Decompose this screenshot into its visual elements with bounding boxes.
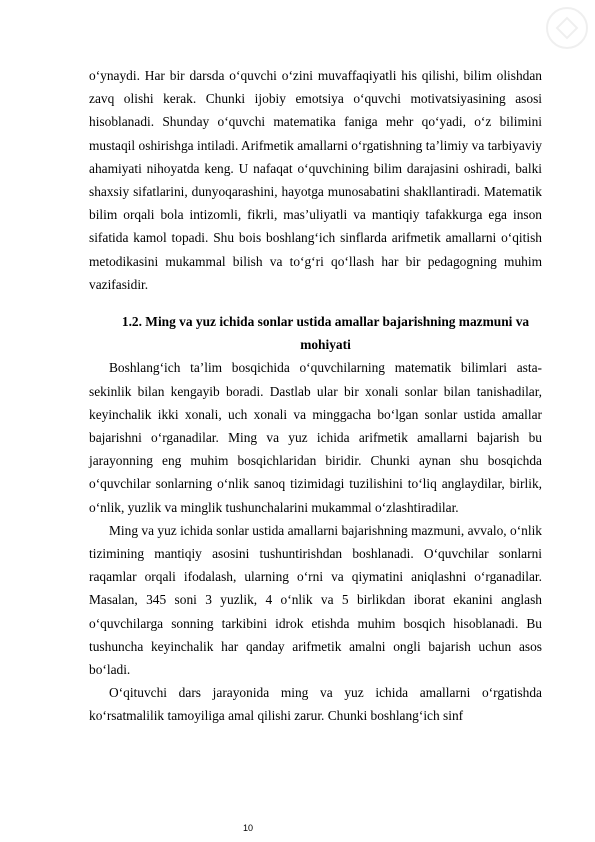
section-spacer <box>89 296 542 310</box>
body-paragraph-3: O‘qituvchi dars jarayonida ming va yuz ichida amallarni o‘rgatishda ko‘rsatmalilik tamoyiliga amal qilishi zarur. Chunki boshlang‘ich sinf <box>89 685 542 724</box>
watermark-logo <box>545 6 589 50</box>
page-number: 10 <box>243 823 254 833</box>
section-heading: 1.2. Ming va yuz ichida sonlar ustida amallar bajarishning mazmuni va mohiyati <box>121 314 530 353</box>
body-paragraph-1: Boshlang‘ich ta’lim bosqichida o‘quvchilarning matematik bilimlari asta-sekinlik bilan kengayib boradi. Dastlab ular bir xonali sonlar bilan tanishadilar, keyinchalik ikki xonali, uch xonali va minggacha bo‘lgan sonlar ustida amallar bajarishni o‘rganadilar. Ming va yuz ichida arifmetik amallarni bajarish bu jarayonning eng muhim bosqichlaridan biridir. Chunki aynan shu bosqichda o‘quvchilar sonlarning o‘nlik sanoq tizimidagi tuzilishini to‘liq anglaydilar, birlik, o‘nlik, yuzlik va minglik tushunchalarini mukammal o‘zlashtiradilar. <box>89 360 542 515</box>
document-body <box>89 64 542 728</box>
body-paragraph-2: Ming va yuz ichida sonlar ustida amallarni bajarishning mazmuni, avvalo, o‘nlik tizimining mantiqiy asosini tushuntirishdan boshlanadi. O‘quvchilar sonlarni raqamlar orqali ifodalash, ularning o‘rni va qiymatini aniqlashni o‘rganadilar. Masalan, 345 soni 3 yuzlik, 4 o‘nlik va 5 birlikdan iborat ekanini anglash o‘quvchilarga sonning tarkibini idrok etishda muhim bosqich hisoblanadi. Bu tushuncha keyinchalik har qanday arifmetik amalni ongli bajarish uchun asos bo‘ladi. <box>89 522 542 678</box>
intro-paragraph: o‘ynaydi. Har bir darsda o‘quvchi o‘zini muvaffaqiyatli his qilishi, bilim olishdan zavq olishi kerak. Chunki ijobiy emotsiya o‘quvchi motivatsiyasining asosi hisoblanadi. Shunday o‘quvchi matematika faniga mehr qo‘yadi, o‘z bilimini mustaqil oshirishga intiladi. Arifmetik amallarni o‘rgatishning ta’limiy va tarbiyaviy ahamiyati nihoyatda keng. U nafaqat o‘quvchining bilim darajasini oshiradi, balki shaxsiy sifatlarini, dunyoqarashini, hayotga munosabatini shakllantiradi. Matematik bilim orqali bola intizomli, fikrli, mas’uliyatli va mantiqiy tafakkurga ega inson sifatida kamol topadi. Shu bois boshlang‘ich sinflarda arifmetik amallarni o‘qitish metodikasini mukammal bilish va to‘g‘ri qo‘llash har bir pedagogning muhim vazifasidir. <box>89 68 542 292</box>
